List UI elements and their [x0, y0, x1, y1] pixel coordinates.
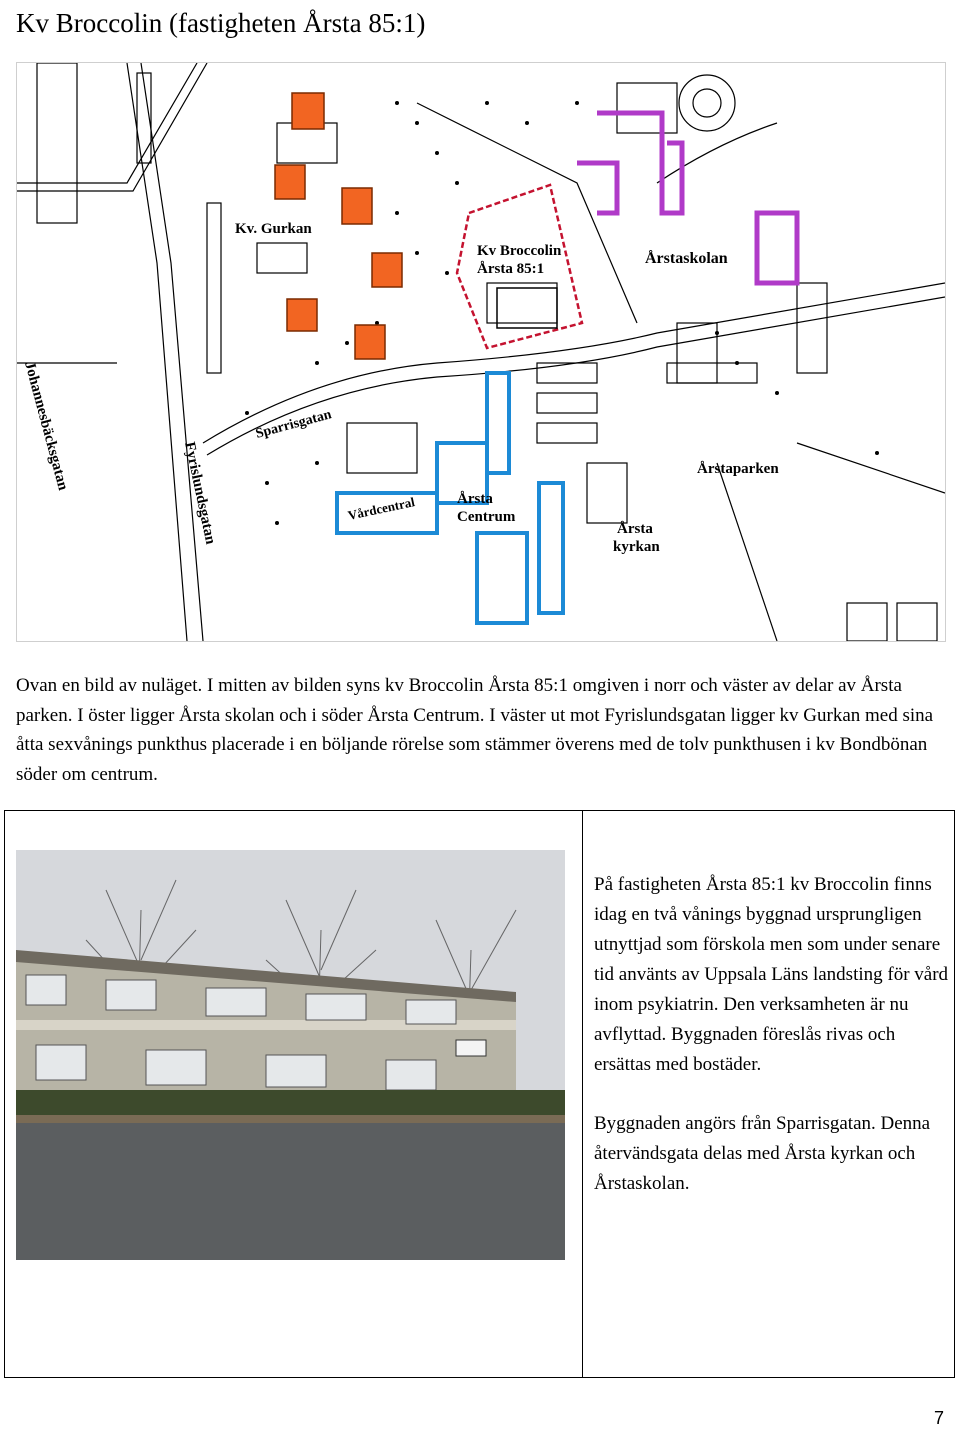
map-label-fyrislundsgatan: Fyrislundsgatan [181, 440, 219, 546]
page-number: 7 [933, 1408, 944, 1428]
side-paragraph-2: Byggnaden angörs från Sparrisgatan. Denna återvändsgata delas med Årsta kyrkan och Årstaskolan. [594, 1113, 931, 1194]
side-text [594, 870, 950, 1228]
intro-paragraph: Ovan en bild av nuläget. I mitten av bilden syns kv Broccolin Årsta 85:1 omgiven i norr och väster av delar av Årsta parken. I öster ligger Årsta skolan och i söder Årsta Centrum. I väster ut mot Fyrislundsgatan ligger kv Gurkan med sina åtta sexvånings punkthus placerade i en böljande rörelse som stämmer överens med de tolv punkthusen i kv Bondbönan söder om centrum. [16, 675, 934, 785]
building-photo [16, 850, 565, 1260]
map-label-arsta-kyrkan-1: Årsta [617, 521, 653, 537]
map-label-vardcentral: Vårdcentral [346, 494, 417, 523]
map-label-arsta-kyrkan-2: kyrkan [613, 539, 660, 555]
map-label-sparrisgatan: Sparrisgatan [254, 407, 334, 442]
map-label-arsta-centrum-1: Årsta [457, 491, 493, 507]
map-label-arsta-centrum-2: Centrum [457, 509, 516, 525]
map-label-broccolin-1: Kv Broccolin [477, 243, 562, 259]
map-label-arstaskolan: Årstaskolan [645, 250, 728, 267]
map-label-arstaparken: Årstaparken [697, 461, 779, 477]
site-map [16, 62, 946, 642]
page-title: Kv Broccolin (fastigheten Årsta 85:1) [16, 8, 426, 38]
box-divider [582, 811, 583, 1377]
info-box [4, 810, 955, 1378]
map-label-gurkan: Kv. Gurkan [235, 221, 312, 237]
map-label-broccolin-2: Årsta 85:1 [477, 261, 545, 277]
map-label-johannesbacksgatan: Johannesbäcksgatan [21, 359, 71, 493]
side-paragraph-1: På fastigheten Årsta 85:1 kv Broccolin finns idag en två vånings byggnad ursprungligen utnyttjad som förskola men som under senare tid använts av Uppsala Läns landsting för vård inom psykiatrin. Den verksamheten är nu avflyttad. Byggnaden föreslås rivas och ersättas med bostäder. [594, 874, 949, 1075]
